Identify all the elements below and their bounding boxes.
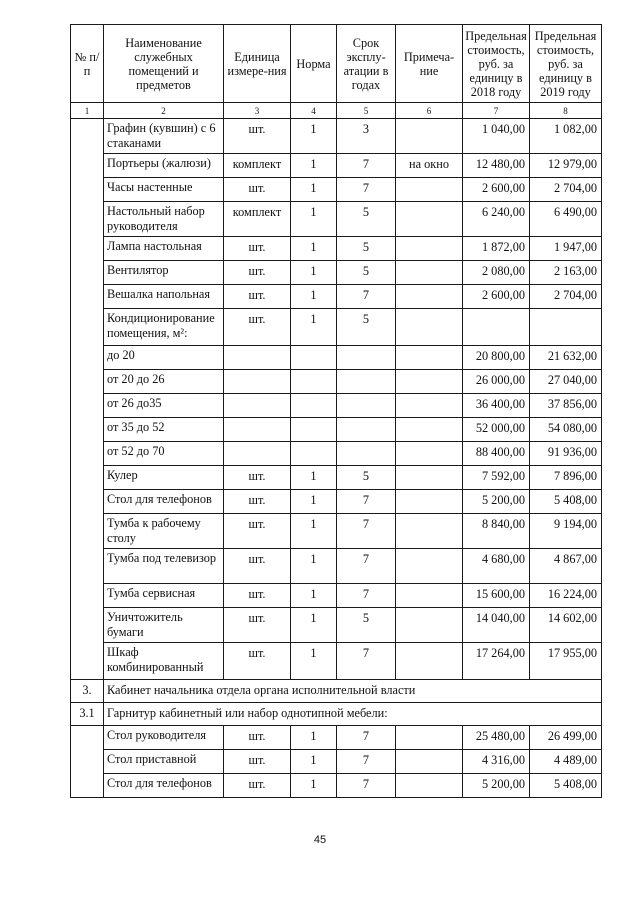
item-note bbox=[396, 285, 463, 309]
item-note bbox=[396, 514, 463, 549]
norms-table bbox=[70, 24, 602, 798]
item-unit: шт. bbox=[224, 726, 291, 750]
column-number: 7 bbox=[463, 103, 530, 119]
column-number-row bbox=[71, 103, 602, 119]
item-price-2018: 17 264,00 bbox=[463, 643, 530, 680]
item-unit: шт. bbox=[224, 584, 291, 608]
item-name: Вентилятор bbox=[104, 261, 224, 285]
item-name: от 35 до 52 bbox=[104, 418, 224, 442]
table-row bbox=[71, 418, 602, 442]
item-norm: 1 bbox=[291, 261, 337, 285]
section-title: Гарнитур кабинетный или набор однотипной мебели: bbox=[104, 703, 602, 726]
item-price-2018: 8 840,00 bbox=[463, 514, 530, 549]
item-price-2019: 14 602,00 bbox=[530, 608, 602, 643]
item-term: 7 bbox=[337, 726, 396, 750]
table-row bbox=[71, 154, 602, 178]
item-term: 7 bbox=[337, 549, 396, 584]
item-term: 7 bbox=[337, 584, 396, 608]
col-header-number: № п/п bbox=[71, 25, 104, 103]
item-norm: 1 bbox=[291, 514, 337, 549]
section-row bbox=[71, 703, 602, 726]
item-norm bbox=[291, 346, 337, 370]
item-unit: шт. bbox=[224, 466, 291, 490]
item-term: 7 bbox=[337, 643, 396, 680]
table-row bbox=[71, 774, 602, 798]
item-name: Тумба под телевизор bbox=[104, 549, 224, 584]
item-note bbox=[396, 750, 463, 774]
item-price-2018: 15 600,00 bbox=[463, 584, 530, 608]
item-norm: 1 bbox=[291, 154, 337, 178]
item-term: 7 bbox=[337, 514, 396, 549]
table-row bbox=[71, 643, 602, 680]
item-price-2019: 12 979,00 bbox=[530, 154, 602, 178]
item-unit: шт. bbox=[224, 119, 291, 154]
table-row bbox=[71, 608, 602, 643]
item-price-2018: 1 040,00 bbox=[463, 119, 530, 154]
item-price-2019: 21 632,00 bbox=[530, 346, 602, 370]
item-unit: шт. bbox=[224, 237, 291, 261]
item-unit: шт. bbox=[224, 490, 291, 514]
table-row bbox=[71, 119, 602, 154]
item-price-2018: 5 200,00 bbox=[463, 774, 530, 798]
item-number-cell bbox=[71, 119, 104, 680]
item-price-2019: 1 947,00 bbox=[530, 237, 602, 261]
item-price-2019: 54 080,00 bbox=[530, 418, 602, 442]
item-norm: 1 bbox=[291, 309, 337, 346]
col-header-norm: Норма bbox=[291, 25, 337, 103]
page-number: 45 bbox=[313, 834, 327, 846]
item-norm: 1 bbox=[291, 202, 337, 237]
item-name: от 52 до 70 bbox=[104, 442, 224, 466]
table-row bbox=[71, 346, 602, 370]
column-number: 3 bbox=[224, 103, 291, 119]
item-term bbox=[337, 346, 396, 370]
section-number: 3. bbox=[71, 680, 104, 703]
table-row bbox=[71, 442, 602, 466]
item-note bbox=[396, 346, 463, 370]
item-name: Настольный набор руководителя bbox=[104, 202, 224, 237]
item-price-2019 bbox=[530, 309, 602, 346]
item-name: Вешалка напольная bbox=[104, 285, 224, 309]
item-unit: шт. bbox=[224, 643, 291, 680]
item-price-2018: 5 200,00 bbox=[463, 490, 530, 514]
item-term: 5 bbox=[337, 608, 396, 643]
item-price-2019: 4 489,00 bbox=[530, 750, 602, 774]
item-term: 7 bbox=[337, 774, 396, 798]
item-price-2019: 37 856,00 bbox=[530, 394, 602, 418]
item-price-2018: 88 400,00 bbox=[463, 442, 530, 466]
item-price-2018 bbox=[463, 309, 530, 346]
column-number: 4 bbox=[291, 103, 337, 119]
item-term: 5 bbox=[337, 261, 396, 285]
item-unit: комплект bbox=[224, 202, 291, 237]
item-name: Стол для телефонов bbox=[104, 774, 224, 798]
item-term: 7 bbox=[337, 285, 396, 309]
item-name: Тумба сервисная bbox=[104, 584, 224, 608]
item-note: на окно bbox=[396, 154, 463, 178]
table-row bbox=[71, 549, 602, 584]
item-note bbox=[396, 643, 463, 680]
item-unit bbox=[224, 442, 291, 466]
item-price-2018: 1 872,00 bbox=[463, 237, 530, 261]
item-price-2018: 52 000,00 bbox=[463, 418, 530, 442]
item-name: Стол для телефонов bbox=[104, 490, 224, 514]
table-row bbox=[71, 514, 602, 549]
item-unit: шт. bbox=[224, 750, 291, 774]
item-term: 7 bbox=[337, 178, 396, 202]
item-price-2018: 36 400,00 bbox=[463, 394, 530, 418]
item-term: 5 bbox=[337, 202, 396, 237]
item-name: Уничтожитель бумаги bbox=[104, 608, 224, 643]
item-price-2019: 16 224,00 bbox=[530, 584, 602, 608]
item-price-2018: 25 480,00 bbox=[463, 726, 530, 750]
item-name: Часы настенные bbox=[104, 178, 224, 202]
item-unit: шт. bbox=[224, 514, 291, 549]
item-name: от 20 до 26 bbox=[104, 370, 224, 394]
item-price-2018: 2 600,00 bbox=[463, 285, 530, 309]
item-price-2018: 2 600,00 bbox=[463, 178, 530, 202]
item-note bbox=[396, 261, 463, 285]
column-number: 2 bbox=[104, 103, 224, 119]
item-unit bbox=[224, 346, 291, 370]
item-note bbox=[396, 394, 463, 418]
item-note bbox=[396, 178, 463, 202]
col-header-unit: Единица измере-ния bbox=[224, 25, 291, 103]
item-norm bbox=[291, 394, 337, 418]
item-price-2019: 7 896,00 bbox=[530, 466, 602, 490]
item-price-2018: 14 040,00 bbox=[463, 608, 530, 643]
item-note bbox=[396, 442, 463, 466]
item-unit: шт. bbox=[224, 309, 291, 346]
table-row bbox=[71, 237, 602, 261]
item-price-2018: 4 316,00 bbox=[463, 750, 530, 774]
section-title: Кабинет начальника отдела органа исполнительной власти bbox=[104, 680, 602, 703]
item-note bbox=[396, 418, 463, 442]
item-name: до 20 bbox=[104, 346, 224, 370]
table-header-row bbox=[71, 25, 602, 103]
item-unit: шт. bbox=[224, 774, 291, 798]
item-unit: шт. bbox=[224, 608, 291, 643]
item-price-2019: 5 408,00 bbox=[530, 490, 602, 514]
item-name: Графин (кувшин) с 6 стаканами bbox=[104, 119, 224, 154]
item-note bbox=[396, 584, 463, 608]
item-norm bbox=[291, 442, 337, 466]
item-note bbox=[396, 119, 463, 154]
item-price-2019: 5 408,00 bbox=[530, 774, 602, 798]
item-norm: 1 bbox=[291, 178, 337, 202]
item-norm: 1 bbox=[291, 466, 337, 490]
table-row bbox=[71, 466, 602, 490]
item-term: 7 bbox=[337, 750, 396, 774]
table-row bbox=[71, 750, 602, 774]
item-term: 7 bbox=[337, 490, 396, 514]
item-name: Кондиционирование помещения, м²: bbox=[104, 309, 224, 346]
table-row bbox=[71, 394, 602, 418]
col-header-price-2019: Предельная стоимость, руб. за единицу в 2019 году bbox=[530, 25, 602, 103]
item-norm: 1 bbox=[291, 608, 337, 643]
item-norm: 1 bbox=[291, 750, 337, 774]
item-norm: 1 bbox=[291, 584, 337, 608]
item-price-2018: 12 480,00 bbox=[463, 154, 530, 178]
item-number-cell bbox=[71, 726, 104, 798]
item-norm bbox=[291, 418, 337, 442]
item-unit: шт. bbox=[224, 285, 291, 309]
item-term bbox=[337, 394, 396, 418]
table-row bbox=[71, 370, 602, 394]
item-unit bbox=[224, 370, 291, 394]
item-name: Стол приставной bbox=[104, 750, 224, 774]
table-row bbox=[71, 285, 602, 309]
item-price-2019: 9 194,00 bbox=[530, 514, 602, 549]
item-name: Тумба к рабочему столу bbox=[104, 514, 224, 549]
item-name: Портьеры (жалюзи) bbox=[104, 154, 224, 178]
item-name: Кулер bbox=[104, 466, 224, 490]
table-row bbox=[71, 202, 602, 237]
item-term bbox=[337, 418, 396, 442]
item-norm: 1 bbox=[291, 549, 337, 584]
item-term: 3 bbox=[337, 119, 396, 154]
item-note bbox=[396, 726, 463, 750]
item-note bbox=[396, 309, 463, 346]
section-number: 3.1 bbox=[71, 703, 104, 726]
item-price-2019: 26 499,00 bbox=[530, 726, 602, 750]
item-price-2019: 2 163,00 bbox=[530, 261, 602, 285]
table-row bbox=[71, 490, 602, 514]
item-price-2019: 6 490,00 bbox=[530, 202, 602, 237]
col-header-price-2018: Предельная стоимость, руб. за единицу в 2018 году bbox=[463, 25, 530, 103]
item-norm: 1 bbox=[291, 490, 337, 514]
item-term bbox=[337, 370, 396, 394]
item-price-2019: 4 867,00 bbox=[530, 549, 602, 584]
item-name: Лампа настольная bbox=[104, 237, 224, 261]
item-unit: шт. bbox=[224, 261, 291, 285]
column-number: 8 bbox=[530, 103, 602, 119]
item-note bbox=[396, 608, 463, 643]
item-price-2019: 91 936,00 bbox=[530, 442, 602, 466]
item-note bbox=[396, 490, 463, 514]
item-note bbox=[396, 370, 463, 394]
item-price-2019: 17 955,00 bbox=[530, 643, 602, 680]
item-norm: 1 bbox=[291, 774, 337, 798]
item-norm: 1 bbox=[291, 237, 337, 261]
table-row bbox=[71, 261, 602, 285]
column-number: 6 bbox=[396, 103, 463, 119]
item-norm bbox=[291, 370, 337, 394]
item-norm: 1 bbox=[291, 285, 337, 309]
item-norm: 1 bbox=[291, 726, 337, 750]
item-norm: 1 bbox=[291, 643, 337, 680]
col-header-note: Примеча-ние bbox=[396, 25, 463, 103]
item-note bbox=[396, 202, 463, 237]
item-term: 5 bbox=[337, 466, 396, 490]
item-price-2019: 2 704,00 bbox=[530, 178, 602, 202]
item-price-2018: 26 000,00 bbox=[463, 370, 530, 394]
item-price-2018: 6 240,00 bbox=[463, 202, 530, 237]
item-note bbox=[396, 466, 463, 490]
item-name: от 26 до35 bbox=[104, 394, 224, 418]
item-price-2018: 7 592,00 bbox=[463, 466, 530, 490]
item-name: Стол руководителя bbox=[104, 726, 224, 750]
item-term bbox=[337, 442, 396, 466]
item-unit: комплект bbox=[224, 154, 291, 178]
item-price-2019: 1 082,00 bbox=[530, 119, 602, 154]
item-term: 5 bbox=[337, 237, 396, 261]
item-price-2018: 2 080,00 bbox=[463, 261, 530, 285]
col-header-name: Наименование служебных помещений и предметов bbox=[104, 25, 224, 103]
item-unit bbox=[224, 394, 291, 418]
item-note bbox=[396, 549, 463, 584]
column-number: 1 bbox=[71, 103, 104, 119]
table-row bbox=[71, 178, 602, 202]
section-row bbox=[71, 680, 602, 703]
table-row bbox=[71, 584, 602, 608]
table-row bbox=[71, 309, 602, 346]
item-price-2019: 2 704,00 bbox=[530, 285, 602, 309]
item-price-2018: 20 800,00 bbox=[463, 346, 530, 370]
item-note bbox=[396, 237, 463, 261]
item-price-2019: 27 040,00 bbox=[530, 370, 602, 394]
table-row bbox=[71, 726, 602, 750]
item-price-2018: 4 680,00 bbox=[463, 549, 530, 584]
item-unit: шт. bbox=[224, 549, 291, 584]
item-term: 5 bbox=[337, 309, 396, 346]
item-term: 7 bbox=[337, 154, 396, 178]
col-header-term: Срок эксплу-атации в годах bbox=[337, 25, 396, 103]
item-norm: 1 bbox=[291, 119, 337, 154]
item-unit bbox=[224, 418, 291, 442]
item-note bbox=[396, 774, 463, 798]
item-unit: шт. bbox=[224, 178, 291, 202]
column-number: 5 bbox=[337, 103, 396, 119]
item-name: Шкаф комбинированный bbox=[104, 643, 224, 680]
